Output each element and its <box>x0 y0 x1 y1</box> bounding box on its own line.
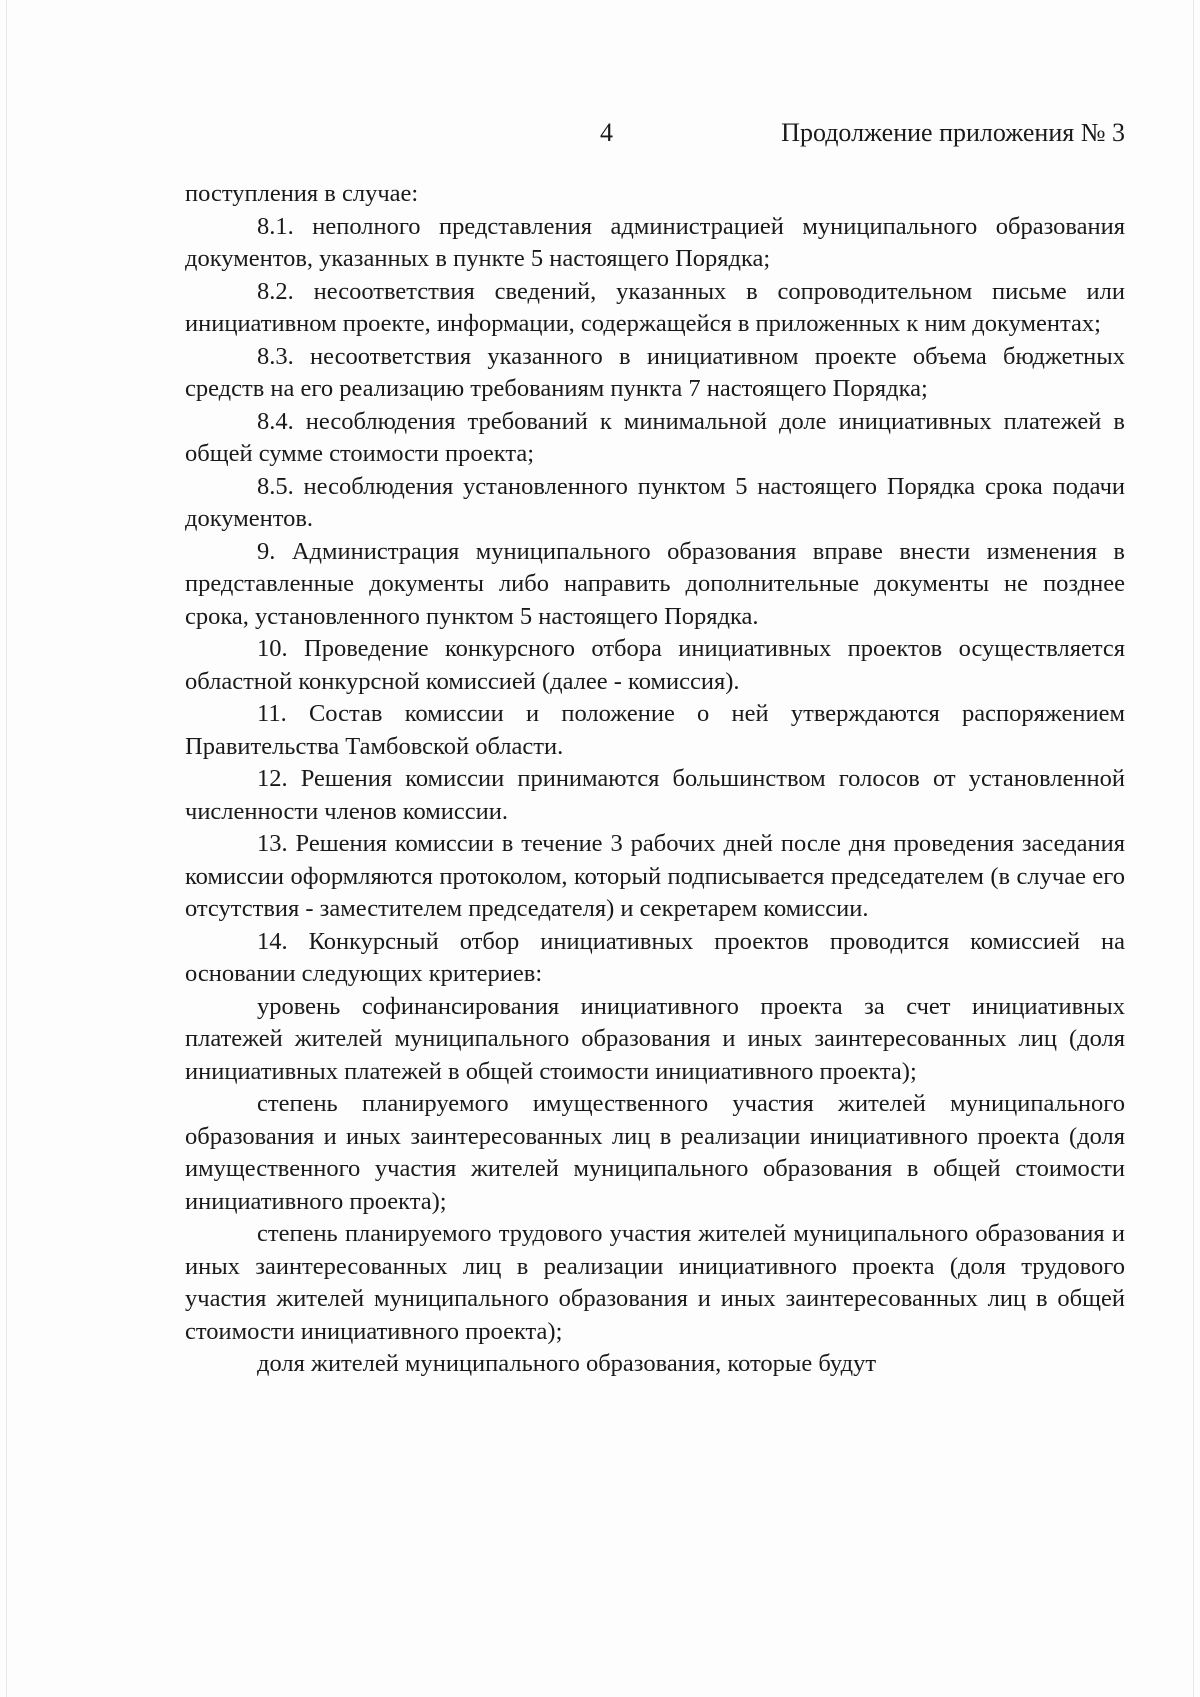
paragraph: 8.1. неполного представления администрацией муниципального образования документов, указанных в пункте 5 настоящего Порядка; <box>185 212 1125 272</box>
paragraph: степень планируемого трудового участия жителей муниципального образования и иных заинтересованных лиц в реализации инициативного проекта (доля трудового участия жителей муниципального образования и иных заинтересованных лиц в общей стоимости инициативного проекта); <box>185 1220 1125 1345</box>
paragraph: 8.5. несоблюдения установленного пунктом 5 настоящего Порядка срока подачи документов. <box>185 472 1125 532</box>
document-body <box>185 178 1125 1381</box>
paragraph: 13. Решения комиссии в течение 3 рабочих дней после дня проведения заседания комиссии оформляются протоколом, который подписывается председателем (в случае его отсутствия - заместителем председателя) и секретарем комиссии. <box>185 830 1125 922</box>
appendix-continuation-note: Продолжение приложения № 3 <box>781 118 1125 147</box>
paragraph: уровень софинансирования инициативного проекта за счет инициативных платежей жителей муниципального образования и иных заинтересованных лиц (доля инициативных платежей в общей стоимости инициативного проекта); <box>185 992 1125 1085</box>
paragraph: степень планируемого имущественного участия жителей муниципального образования и иных заинтересованных лиц в реализации инициативного проекта (доля имущественного участия жителей муниципального образования в общей стоимости инициативного проекта); <box>185 1090 1125 1215</box>
paragraph: 11. Состав комиссии и положение о ней утверждаются распоряжением Правительства Тамбовской области. <box>185 700 1125 760</box>
scan-edge-right <box>1193 0 1194 1697</box>
paragraph: 8.3. несоответствия указанного в инициативном проекте объема бюджетных средств на его реализацию требованиям пункта 7 настоящего Порядка; <box>185 342 1125 402</box>
paragraph: поступления в случае: <box>185 180 419 207</box>
paragraph: 9. Администрация муниципального образования вправе внести изменения в представленные документы либо направить дополнительные документы не позднее срока, установленного пунктом 5 настоящего Порядка. <box>185 537 1125 630</box>
paragraph: 10. Проведение конкурсного отбора инициативных проектов осуществляется областной конкурсной комиссией (далее - комиссия). <box>185 635 1125 695</box>
paragraph: доля жителей муниципального образования, которые будут <box>257 1350 877 1377</box>
paragraph: 12. Решения комиссии принимаются большинством голосов от установленной численности членов комиссии. <box>185 765 1125 825</box>
paragraph: 8.2. несоответствия сведений, указанных в сопроводительном письме или инициативном проекте, информации, содержащейся в приложенных к ним документах; <box>185 277 1125 337</box>
paragraph: 14. Конкурсный отбор инициативных проектов проводится комиссией на основании следующих критериев: <box>185 927 1125 987</box>
page-number: 4 <box>600 118 613 147</box>
scan-edge-left <box>6 0 7 1697</box>
paragraph: 8.4. несоблюдения требований к минимальной доле инициативных платежей в общей сумме стоимости проекта; <box>185 407 1125 467</box>
